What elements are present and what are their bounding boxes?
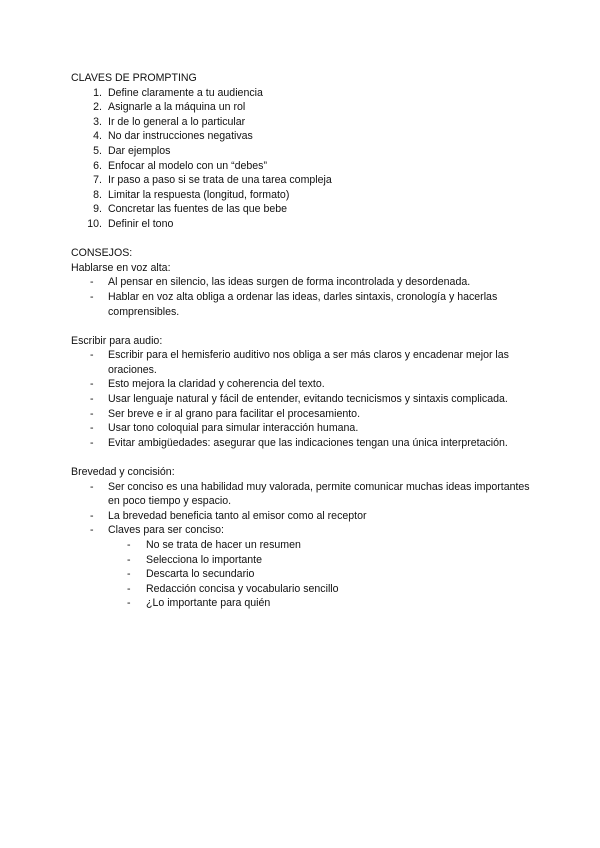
escribir-list xyxy=(71,348,541,450)
claves-title: CLAVES DE PROMPTING xyxy=(71,72,197,84)
brevedad-list xyxy=(71,480,541,538)
list-item: - Selecciona lo importante xyxy=(127,553,263,566)
list-item: - La brevedad beneficia tanto al emisor como al receptor xyxy=(90,509,367,522)
claves-list xyxy=(71,86,541,232)
consejos-title: CONSEJOS: xyxy=(71,247,133,260)
hablarse-list xyxy=(71,275,541,319)
list-item: - Usar lenguaje natural y fácil de entender, evitando tecnicismos y sintaxis complicada. xyxy=(90,393,508,406)
list-item: - Esto mejora la claridad y coherencia del texto. xyxy=(90,378,325,391)
list-item: 4. No dar instrucciones negativas xyxy=(93,130,253,143)
list-item: 7. Ir paso a paso si se trata de una tarea compleja xyxy=(93,174,332,187)
list-item: 1. Define claramente a tu audiencia xyxy=(93,86,263,99)
list-item: - Claves para ser conciso: xyxy=(90,524,224,537)
list-item: 10. Definir el tono xyxy=(87,217,174,230)
list-item: - Evitar ambigüedades: asegurar que las indicaciones tengan una única interpretación. xyxy=(90,436,508,449)
list-item: - Usar tono coloquial para simular interacción humana. xyxy=(90,422,359,435)
list-item: - Descarta lo secundario xyxy=(127,568,255,581)
list-item: - Escribir para el hemisferio auditivo nos obliga a ser más claros y encadenar mejor las oraciones. xyxy=(90,349,509,376)
list-item: 5. Dar ejemplos xyxy=(93,144,171,157)
list-item: - No se trata de hacer un resumen xyxy=(127,539,301,551)
list-item: - Ser conciso es una habilidad muy valorada, permite comunicar muchas ideas importantes en poco tiempo y espacio. xyxy=(90,480,530,508)
list-item: - Al pensar en silencio, las ideas surgen de forma incontrolada y desordenada. xyxy=(90,276,471,289)
document-page xyxy=(71,71,541,611)
brevedad-heading: Brevedad y concisión: xyxy=(71,466,175,479)
list-item: - Ser breve e ir al grano para facilitar el procesamiento. xyxy=(90,407,361,420)
escribir-heading: Escribir para audio: xyxy=(71,334,163,347)
hablarse-heading: Hablarse en voz alta: xyxy=(71,261,171,274)
list-item: - ¿Lo importante para quién xyxy=(127,597,271,610)
list-item: 2. Asignarle a la máquina un rol xyxy=(93,101,246,114)
list-item: 9. Concretar las fuentes de las que bebe xyxy=(93,203,288,216)
list-item: - Redacción concisa y vocabulario sencillo xyxy=(127,582,339,595)
conciso-sublist xyxy=(71,538,541,611)
list-item: 3. Ir de lo general a lo particular xyxy=(93,115,246,128)
list-item: - Hablar en voz alta obliga a ordenar las ideas, darles sintaxis, cronología y hacerlas comprensibles. xyxy=(90,290,498,318)
list-item: 6. Enfocar al modelo con un “debes” xyxy=(93,159,267,172)
list-item: 8. Limitar la respuesta (longitud, formato) xyxy=(93,188,290,201)
